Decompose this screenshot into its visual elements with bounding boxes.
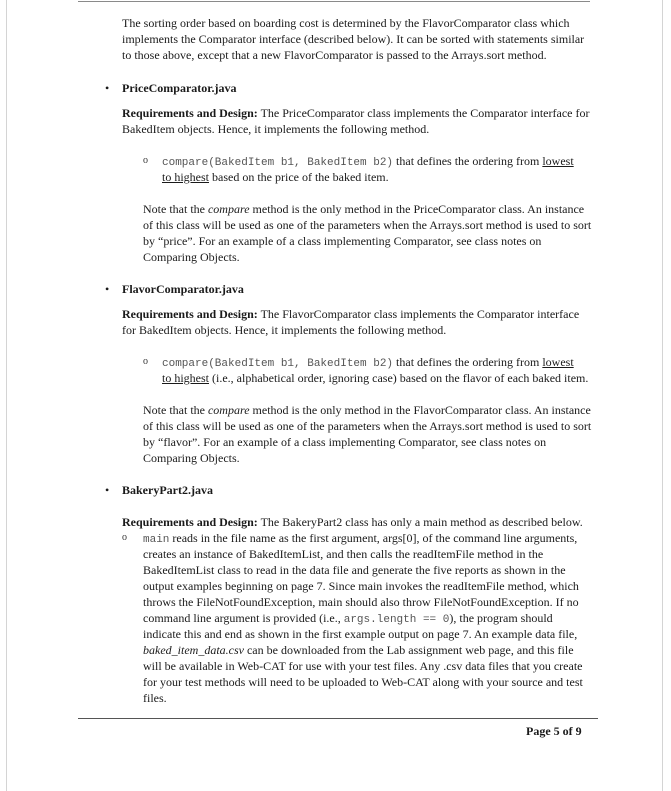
intro-line-3: to those above, except that a new FlavorComparator is passed to the Arrays.sort method. <box>122 48 547 62</box>
flavor-note-a: Note that the <box>143 403 208 417</box>
price-req-line-1 <box>122 105 589 121</box>
bakery-line-4: output examples beginning on page 7. Since main invokes the readItemFile method, which <box>143 579 579 593</box>
flavor-method-code: compare(BakedItem b1, BakedItem b2) <box>162 358 394 370</box>
bakery-line-8-text: can be downloaded from the Lab assignment web page, and this file <box>243 643 574 657</box>
bakery-line-1-text: reads in the file name as the first argument, args[0], of the command line arguments, <box>169 531 578 545</box>
bakery-bullet: • <box>105 483 110 497</box>
price-req-line-2: BakedItem objects. Hence, it implements the following method. <box>122 122 430 136</box>
price-bullet: • <box>105 81 110 95</box>
bakery-main-code: main <box>143 534 170 546</box>
bakery-req-text: The BakeryPart2 class has only a main method as described below. <box>257 515 583 529</box>
price-note-a: Note that the <box>143 202 208 216</box>
flavor-note-line-2: of this class will be used as one of the parameters when the Arrays.sort method is used to sort <box>143 419 592 433</box>
price-req-label: Requirements and Design: <box>122 106 258 120</box>
bakery-line-5: throws the FileNotFoundException, main should also throw FileNotFoundException. If no <box>143 595 579 609</box>
intro-line-1: The sorting order based on boarding cost is determined by the FlavorComparator class which <box>122 16 570 30</box>
flavor-req-label: Requirements and Design: <box>122 307 258 321</box>
flavor-heading: FlavorComparator.java <box>122 282 244 296</box>
flavor-method-text: that defines the ordering from <box>393 355 543 369</box>
price-note-line-4: Comparing Objects. <box>143 250 240 264</box>
flavor-bullet: • <box>105 282 110 296</box>
bakery-line-11: files. <box>143 691 167 705</box>
bakery-line-2: creates an instance of BakedItemList, and then calls the readItemFile method in the <box>143 547 544 561</box>
price-heading: PriceComparator.java <box>122 81 237 95</box>
price-method-line-2 <box>162 169 389 185</box>
flavor-note-word: compare <box>207 403 250 417</box>
price-req-text: The PriceComparator class implements the Comparator interface for <box>257 106 590 120</box>
bakery-sub-bullet: o <box>122 532 127 543</box>
bakery-line-7: indicate this and end as shown in the first example output on page 7. An example data file, <box>143 627 578 641</box>
flavor-note-line-1 <box>143 402 591 418</box>
bakery-line-9: will be available in Web-CAT for use with your test files. Any .csv data files that you create <box>143 659 583 673</box>
bakery-line-3: BakedItemList class to read in the data file and generate the five reports as shown in the <box>143 563 566 577</box>
price-method-text: that defines the ordering from <box>393 154 543 168</box>
bakery-line-10: for your test methods will need to be uploaded to Web-CAT along with your source and test <box>143 675 583 689</box>
flavor-to-highest: to highest <box>162 371 209 385</box>
flavor-lowest: lowest <box>542 355 574 369</box>
flavor-req-line-2: for BakedItem objects. Hence, it implements the following method. <box>122 323 447 337</box>
flavor-note-b: method is the only method in the FlavorComparator class. An instance <box>249 403 591 417</box>
flavor-req-text: The FlavorComparator class implements the Comparator interface <box>257 307 580 321</box>
price-sub-bullet: o <box>143 155 148 166</box>
price-method-text-2: based on the price of the baked item. <box>209 170 389 184</box>
price-note-line-3: by “price”. For an example of a class implementing Comparator, see class notes on <box>143 234 542 248</box>
intro-line-2: implements the Comparator interface (described below). It can be sorted with statements similar <box>122 32 585 46</box>
bakery-line-8 <box>143 642 574 658</box>
bakery-req-line-1 <box>122 514 583 530</box>
flavor-method-line-2 <box>162 370 588 386</box>
page-number: Page 5 of 9 <box>526 724 582 738</box>
bakery-req-label: Requirements and Design: <box>122 515 258 529</box>
price-note-word: compare <box>207 202 250 216</box>
price-note-line-1 <box>143 201 584 217</box>
flavor-note-line-3: by “flavor”. For an example of a class implementing Comparator, see class notes on <box>143 435 547 449</box>
footer-rule <box>78 718 598 719</box>
bakery-line-6-b: ), the program should <box>449 611 553 625</box>
price-method-code: compare(BakedItem b1, BakedItem b2) <box>162 157 394 169</box>
bakery-heading: BakeryPart2.java <box>122 483 213 497</box>
bakery-line-6-a: command line argument is provided (i.e., <box>143 611 344 625</box>
flavor-req-line-1 <box>122 306 579 322</box>
flavor-note-line-4: Comparing Objects. <box>143 451 240 465</box>
flavor-sub-bullet: o <box>143 356 148 367</box>
price-to-highest: to highest <box>162 170 209 184</box>
bakery-data-file: baked_item_data.csv <box>143 643 244 657</box>
price-note-line-2: of this class will be used as one of the parameters when the Arrays.sort method is used to sort <box>143 218 592 232</box>
price-note-b: method is the only method in the PriceComparator class. An instance <box>249 202 585 216</box>
price-lowest: lowest <box>542 154 574 168</box>
flavor-method-text-2: (i.e., alphabetical order, ignoring case) based on the flavor of each baked item. <box>209 371 589 385</box>
bakery-args-code: args.length == 0 <box>343 614 450 626</box>
